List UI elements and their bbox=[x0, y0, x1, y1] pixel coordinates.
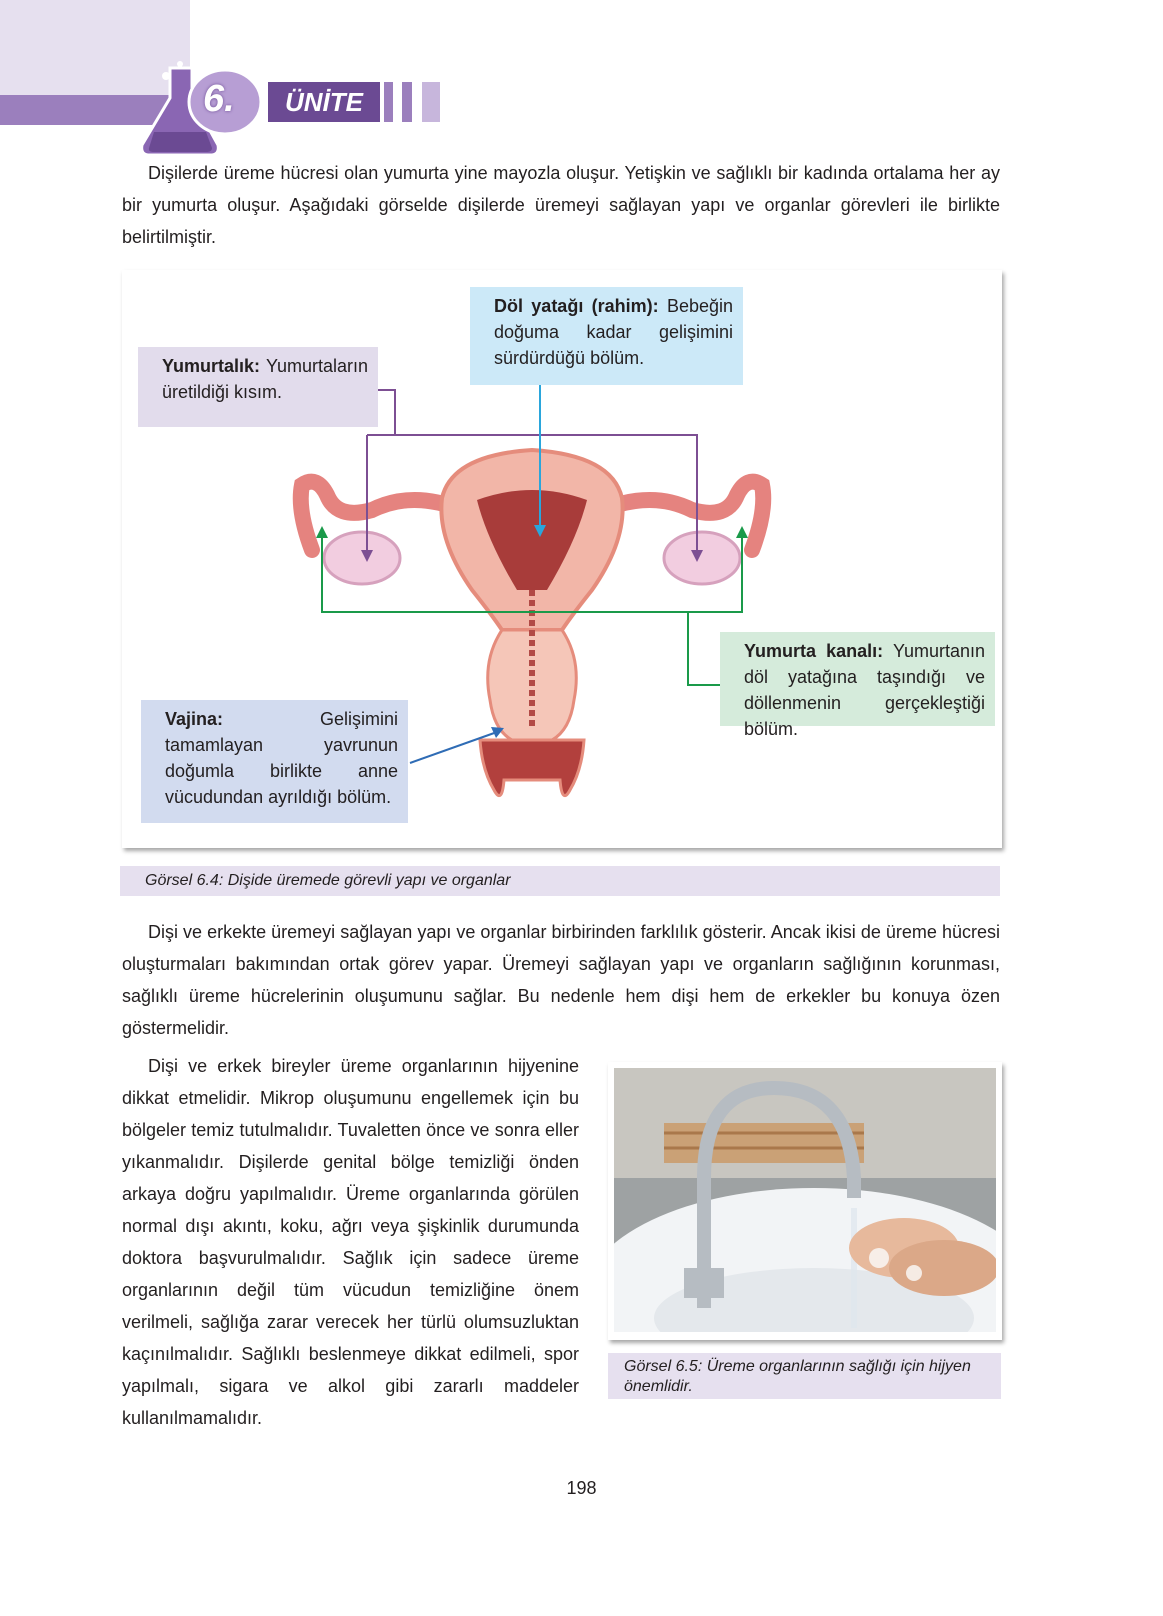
vagina-callout bbox=[141, 700, 408, 823]
vagina-term: Vajina: bbox=[165, 709, 224, 729]
tube-arrowhead-right bbox=[736, 526, 748, 538]
vagina-shape bbox=[480, 740, 584, 796]
vagina-desc: Gelişimini tamamlayan yavrunun doğumla birlikte anne vücudundan ayrıldığı bölüm. bbox=[165, 709, 398, 807]
fallopian-tube-desc: Yumurtanın döl yatağına taşındığı ve döllenmenin gerçekleştiği bölüm. bbox=[744, 641, 985, 739]
figure-6-5-caption-text: Görsel 6.5: Üreme organlarının sağlığı için hijyen önemlidir. bbox=[624, 1358, 971, 1395]
paragraph-2: Dişi ve erkekte üremeyi sağlayan yapı ve organlar birbirinden farklılık gösterir. Ancak ikisi de üreme hücresi oluşturmaları bakımından ortak görev yapar. Üremeyi sağlayan yapı ve organların sağlığının korunması, sağlıklı üreme hücrelerinin oluşumunu sağlar. Bu nedenle hem dişi hem de erkekler bu konuya özen göstermelidir. bbox=[122, 922, 1000, 1038]
uterus-term: Döl yatağı (rahim): bbox=[494, 296, 659, 316]
uterus-desc: Bebeğin doğuma kadar gelişimini sürdürdüğü bölüm. bbox=[494, 296, 733, 368]
fallopian-tube-callout bbox=[720, 632, 995, 739]
left-ovary bbox=[324, 532, 400, 584]
tube-arrowhead-left bbox=[316, 526, 328, 538]
figure-6-5-caption bbox=[608, 1353, 1001, 1399]
intro-paragraph: Dişilerde üreme hücresi olan yumurta yine mayozla oluşur. Yetişkin ve sağlıklı bir kadında ortalama her ay bir yumurta oluşur. Aşağıdaki görselde dişilerde üremeyi sağlayan yapı ve organlar görevleri ile birlikte belirtilmiştir. bbox=[122, 163, 1000, 247]
page-number: 198 bbox=[566, 1478, 597, 1498]
fallopian-tube-term: Yumurta kanalı: bbox=[744, 641, 884, 661]
figure-6-5-frame bbox=[608, 1062, 1002, 1340]
right-ovary bbox=[664, 532, 740, 584]
paragraph-3: Dişi ve erkek bireyler üreme organlarının hijyenine dikkat etmelidir. Mikrop oluşumunu engellemek için bu bölgeler temiz tutulmalıdır. Tuvaletten önce ve sonra eller yıkanmalıdır. Dişilerde genital bölge temizliği önden arkaya doğru yapılmalıdır. Üreme organlarında görülen normal dışı akıntı, koku, ağrı veya şişkinlik durumunda doktora başvurulmalıdır. Sağlık için sadece üreme organlarının değil tüm vücudun temizliğine önem verilmeli, sağlığa zarar verecek her türlü olumsuzluktan kaçınılmalıdır. Sağlıklı beslenmeye dikkat edilmeli, spor yapılmalı, sigara ve alkol gibi zararlı maddeler kullanılmamalıdır. bbox=[122, 1056, 579, 1428]
figure-6-4-caption: Görsel 6.4: Dişide üremede görevli yapı ve organlar bbox=[120, 866, 1000, 896]
unit-number: 6. bbox=[203, 78, 235, 120]
ovary-desc: Yumurtaların üretildiği kısım. bbox=[162, 356, 368, 402]
unit-label: ÜNİTE bbox=[268, 82, 380, 122]
uterus-callout bbox=[470, 287, 743, 385]
ovary-term: Yumurtalık: bbox=[162, 356, 261, 376]
ovary-callout bbox=[138, 347, 378, 427]
handwashing-photo bbox=[614, 1068, 996, 1332]
